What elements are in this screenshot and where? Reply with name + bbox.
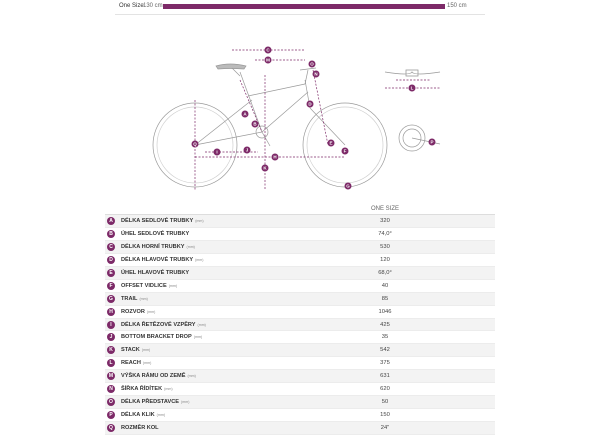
row-letter-badge: B (107, 230, 115, 238)
row-letter-badge: N (107, 385, 115, 393)
row-value: 425 (380, 321, 390, 328)
row-unit: (mm) (187, 374, 196, 379)
row-letter-badge: P (107, 411, 115, 419)
row-value: 542 (380, 347, 390, 354)
size-name: One Size (119, 3, 144, 9)
row-value: 50 (381, 399, 389, 406)
row-letter-badge: D (107, 256, 115, 264)
row-label: DÉLKA ŘETĚZOVÉ VZPĚRY (mm) (121, 321, 206, 328)
row-unit: (mm) (195, 257, 204, 262)
row-unit: (mm) (193, 335, 203, 340)
svg-text:C: C (266, 47, 270, 53)
row-label: VÝŠKA RÁMU OD ZEMĚ (mm) (121, 373, 196, 380)
svg-text:M: M (266, 57, 270, 63)
table-row (105, 254, 495, 267)
table-row (105, 267, 495, 280)
svg-text:K: K (263, 165, 267, 171)
row-letter-badge: H (107, 308, 115, 316)
table-row (105, 370, 495, 383)
row-letter-badge: C (107, 243, 115, 251)
row-unit: (mm) (164, 387, 173, 392)
row-value: 40 (381, 282, 389, 289)
row-label: DÉLKA PŘEDSTAVCE (mm) (121, 399, 190, 406)
table-row (105, 422, 495, 435)
svg-text:L: L (410, 85, 414, 91)
row-label: DÉLKA SEDLOVÉ TRUBKY (mm) (121, 218, 204, 224)
row-letter-badge: M (108, 373, 114, 380)
row-letter-badge: E (107, 269, 115, 277)
geometry-table (105, 204, 495, 435)
svg-text:O: O (310, 61, 314, 67)
table-row (105, 228, 495, 241)
row-value: 620 (380, 386, 390, 393)
svg-text:I: I (216, 149, 218, 155)
column-header-one-size: ONE SIZE (370, 206, 399, 212)
row-letter-badge: L (107, 359, 115, 367)
table-row (105, 357, 495, 370)
table-row (105, 306, 495, 319)
row-value: 1046 (378, 308, 392, 315)
table-row (105, 331, 495, 344)
row-letter-badge: O (107, 398, 115, 406)
svg-text:B: B (253, 121, 257, 127)
max-height-label: 150 cm (447, 3, 467, 9)
row-letter-badge: K (107, 346, 115, 354)
table-row (105, 215, 495, 228)
row-value: 74,0° (378, 230, 392, 237)
row-label: TRAIL (mm) (121, 295, 148, 302)
row-letter-badge: I (107, 321, 115, 329)
saddle-icon (216, 64, 246, 69)
table-header (105, 204, 495, 215)
table-row (105, 383, 495, 396)
row-unit: (mm) (156, 413, 166, 418)
table-row (105, 280, 495, 293)
row-unit: (mm) (197, 322, 206, 327)
svg-text:G: G (346, 183, 350, 189)
row-unit: (mm) (142, 361, 152, 366)
svg-text:H: H (273, 154, 277, 160)
row-value: 24" (380, 425, 390, 431)
row-value: 85 (381, 295, 389, 302)
row-label: DÉLKA HLAVOVÉ TRUBKY (mm) (121, 256, 204, 263)
row-value: 120 (380, 256, 390, 263)
geometry-diagram (0, 0, 600, 204)
row-label: STACK (mm) (121, 347, 151, 354)
table-row (105, 319, 495, 332)
row-value: 375 (380, 360, 390, 367)
row-value: 68,0° (378, 269, 392, 276)
row-unit: (mm) (195, 219, 204, 223)
svg-text:N: N (314, 71, 318, 77)
row-letter-badge: A (107, 217, 115, 225)
row-value: 320 (380, 218, 390, 224)
row-letter-badge: J (107, 333, 115, 341)
row-value: 631 (380, 373, 390, 380)
svg-text:P: P (430, 139, 434, 145)
row-unit: (mm) (141, 348, 151, 353)
row-label: ŠÍŘKA ŘÍDÍTEK (mm) (121, 386, 173, 393)
row-unit: (mm) (168, 283, 178, 288)
table-row (105, 344, 495, 357)
row-label: BOTTOM BRACKET DROP (mm) (121, 334, 203, 341)
row-letter-badge: G (107, 295, 115, 303)
svg-text:Q: Q (193, 141, 197, 147)
row-label: OFFSET VIDLICE (mm) (121, 282, 178, 289)
row-unit: (mm) (186, 244, 195, 249)
row-letter-badge: Q (107, 424, 115, 432)
table-row (105, 409, 495, 422)
row-unit: (mm) (139, 296, 148, 301)
row-unit: (mm) (181, 400, 190, 405)
svg-text:A: A (243, 111, 247, 117)
svg-text:E: E (329, 140, 333, 146)
table-row (105, 293, 495, 306)
row-letter-badge: F (107, 282, 115, 290)
row-label: ROZMĚR KOL (121, 425, 159, 431)
row-label: DÉLKA KLIK (mm) (121, 412, 166, 419)
min-height-label: 130 cm (143, 3, 163, 9)
row-label: ÚHEL SEDLOVÉ TRUBKY (121, 230, 190, 237)
row-label: ÚHEL HLAVOVÉ TRUBKY (121, 269, 190, 276)
row-label: DÉLKA HORNÍ TRUBKY (mm) (121, 243, 195, 250)
svg-text:F: F (343, 148, 347, 154)
row-label: ROZVOR (mm) (121, 308, 156, 315)
table-row (105, 241, 495, 254)
svg-text:D: D (308, 101, 312, 107)
row-value: 35 (381, 334, 389, 341)
row-value: 530 (380, 243, 390, 250)
table-row (105, 396, 495, 409)
svg-text:J: J (245, 147, 249, 153)
row-unit: (mm) (146, 309, 156, 314)
row-value: 150 (380, 412, 390, 419)
row-label: REACH (mm) (121, 360, 152, 367)
